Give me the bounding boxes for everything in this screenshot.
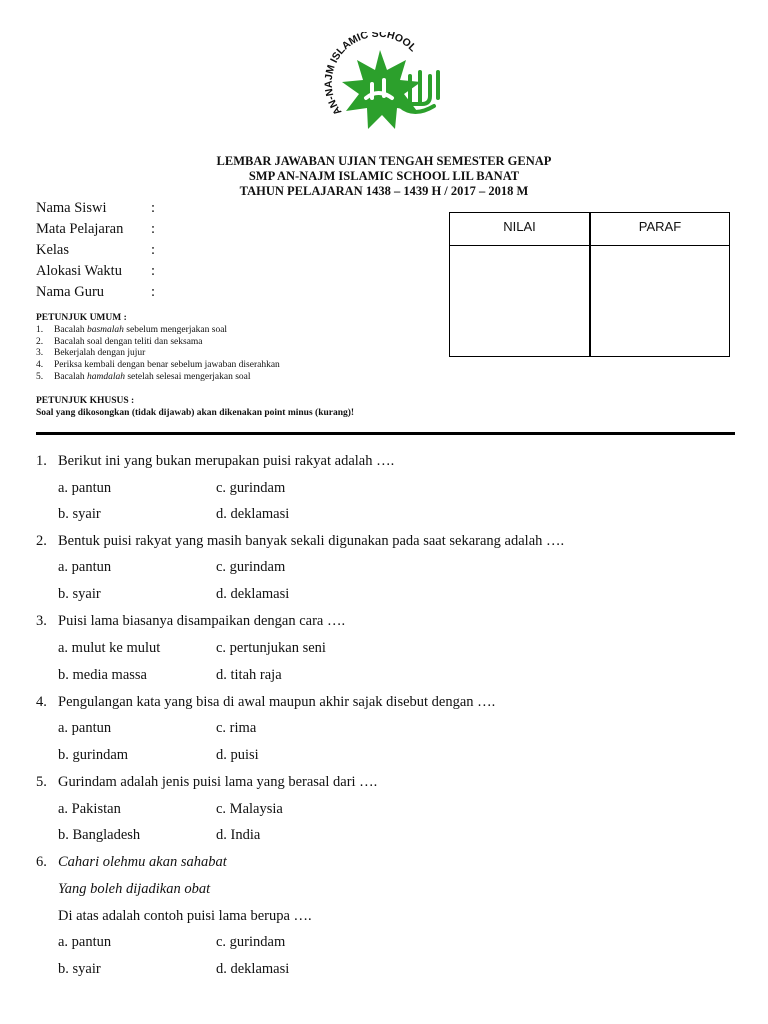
- option-d: d. puisi: [216, 747, 259, 763]
- field-colon: :: [151, 263, 156, 279]
- field-colon: :: [151, 284, 156, 300]
- question-text: Pengulangan kata yang bisa di awal maupun akhir sajak disebut dengan ….: [58, 694, 496, 710]
- field-label-kelas: Kelas: [36, 242, 70, 258]
- question-number: 5.: [36, 774, 47, 790]
- logo-text: AN-NAJM ISLAMIC SCHOOL: [322, 32, 419, 118]
- option-d: d. titah raja: [216, 667, 282, 683]
- question-text: Di atas adalah contoh puisi lama berupa ….: [58, 908, 312, 924]
- question-number: 4.: [36, 694, 47, 710]
- general-instructions-title: PETUNJUK UMUM :: [36, 313, 127, 323]
- field-label-mata-pelajaran: Mata Pelajaran: [36, 221, 124, 237]
- option-c: c. gurindam: [216, 559, 286, 575]
- instruction-item: Periksa kembali dengan benar sebelum jawaban diserahkan: [54, 360, 280, 370]
- option-b: b. media massa: [58, 667, 147, 683]
- instruction-number: 2.: [36, 337, 44, 347]
- verse-line: Cahari olehmu akan sahabat: [58, 854, 227, 870]
- score-table: [449, 212, 730, 357]
- option-c: c. Malaysia: [216, 801, 283, 817]
- field-label-nama-siswi: Nama Siswi: [36, 200, 107, 216]
- question-text: Gurindam adalah jenis puisi lama yang berasal dari ….: [58, 774, 378, 790]
- option-d: d. deklamasi: [216, 586, 290, 602]
- field-label-alokasi-waktu: Alokasi Waktu: [36, 263, 122, 279]
- column-header-paraf: PARAF: [638, 219, 682, 234]
- header-line-3: TAHUN PELAJARAN 1438 – 1439 H / 2017 – 2018 M: [239, 184, 529, 198]
- question-number: 6.: [36, 854, 47, 870]
- option-b: b. syair: [58, 586, 101, 602]
- option-d: d. India: [216, 827, 261, 843]
- question-text: Bentuk puisi rakyat yang masih banyak sekali digunakan pada saat sekarang adalah ….: [58, 533, 565, 549]
- option-d: d. deklamasi: [216, 961, 290, 977]
- field-colon: :: [151, 200, 156, 216]
- option-c: c. gurindam: [216, 934, 286, 950]
- specific-instructions-title: PETUNJUK KHUSUS :: [36, 396, 135, 406]
- header-line-1: LEMBAR JAWABAN UJIAN TENGAH SEMESTER GENAP: [216, 154, 552, 168]
- option-a: a. Pakistan: [58, 801, 121, 817]
- question-number: 2.: [36, 533, 47, 549]
- option-c: c. pertunjukan seni: [216, 640, 326, 656]
- option-a: a. mulut ke mulut: [58, 640, 161, 656]
- option-b: b. Bangladesh: [58, 827, 141, 843]
- option-d: d. deklamasi: [216, 506, 290, 522]
- option-a: a. pantun: [58, 559, 112, 575]
- question-text: Puisi lama biasanya disampaikan dengan cara ….: [58, 613, 346, 629]
- instruction-number: 3.: [36, 348, 44, 358]
- header-line-2: SMP AN-NAJM ISLAMIC SCHOOL LIL BANAT: [248, 169, 520, 183]
- instruction-number: 5.: [36, 372, 44, 382]
- question-number: 1.: [36, 453, 47, 469]
- table-divider: [450, 245, 729, 246]
- verse-line: Yang boleh dijadikan obat: [58, 881, 211, 897]
- option-b: b. syair: [58, 961, 101, 977]
- option-b: b. gurindam: [58, 747, 129, 763]
- option-c: c. gurindam: [216, 480, 286, 496]
- instruction-item: Bacalah soal dengan teliti dan seksama: [54, 337, 203, 347]
- question-number: 3.: [36, 613, 47, 629]
- field-label-nama-guru: Nama Guru: [36, 284, 105, 300]
- field-colon: :: [151, 242, 156, 258]
- instruction-number: 4.: [36, 360, 44, 370]
- specific-instructions-text: Soal yang dikosongkan (tidak dijawab) akan dikenakan point minus (kurang)!: [36, 408, 355, 418]
- option-a: a. pantun: [58, 720, 112, 736]
- question-text: Berikut ini yang bukan merupakan puisi rakyat adalah ….: [58, 453, 395, 469]
- instruction-number: 1.: [36, 325, 44, 335]
- option-c: c. rima: [216, 720, 257, 736]
- instruction-item: Bacalah hamdalah setelah selesai mengerjakan soal: [54, 372, 251, 382]
- column-header-nilai: NILAI: [503, 219, 536, 234]
- star-logo-icon: [318, 32, 454, 148]
- field-colon: :: [151, 221, 156, 237]
- instruction-item: Bekerjalah dengan jujur: [54, 348, 146, 358]
- school-logo: [318, 32, 454, 148]
- option-a: a. pantun: [58, 480, 112, 496]
- option-a: a. pantun: [58, 934, 112, 950]
- section-divider: [36, 432, 735, 435]
- instruction-item: Bacalah basmalah sebelum mengerjakan soal: [54, 325, 228, 335]
- option-b: b. syair: [58, 506, 101, 522]
